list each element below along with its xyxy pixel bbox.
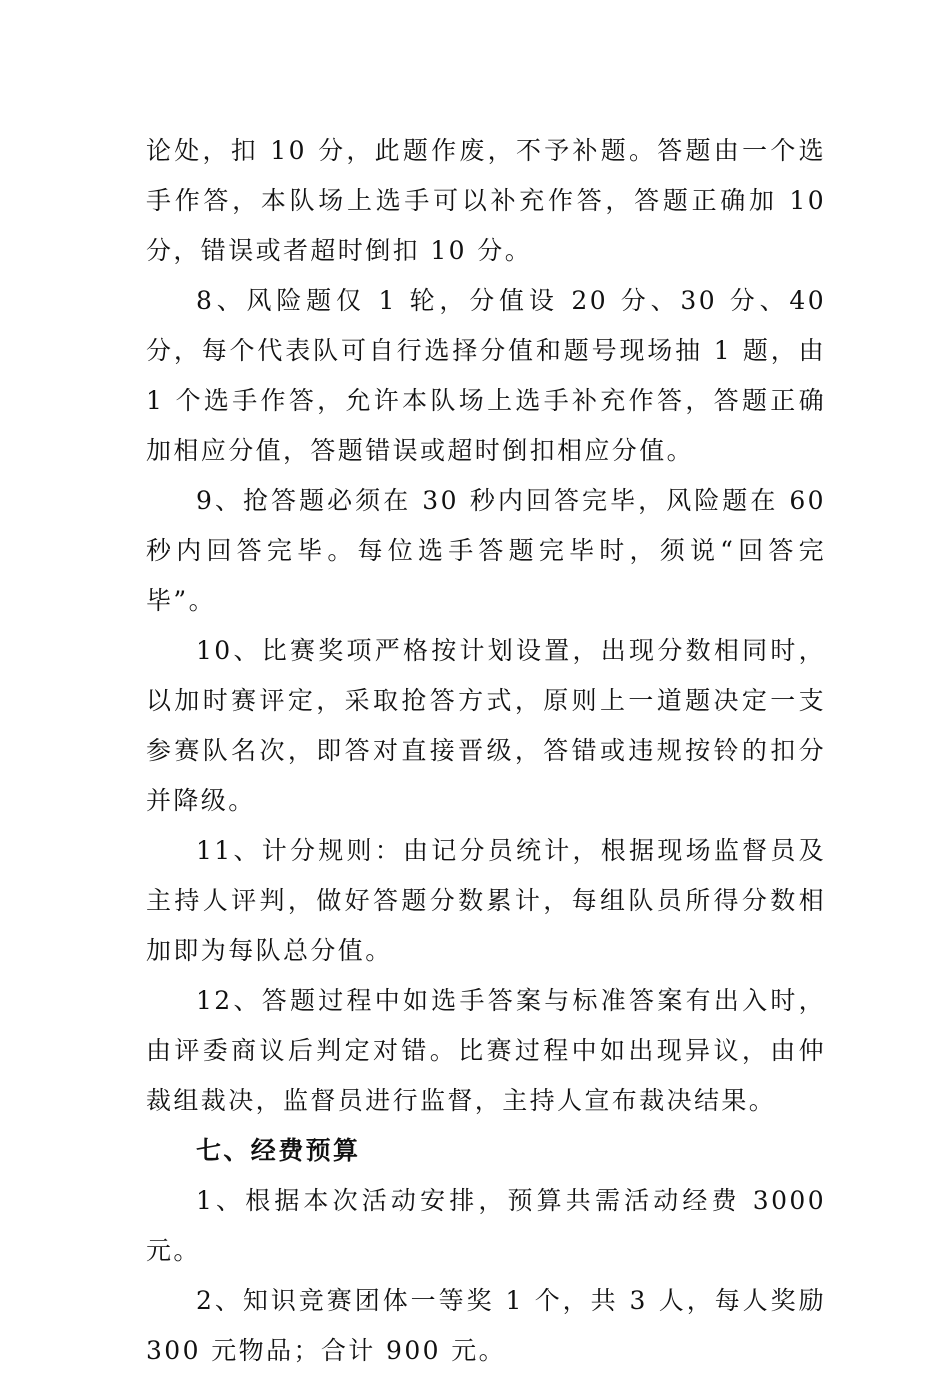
paragraph-budget-1: 1、根据本次活动安排，预算共需活动经费 3000 元。 (146, 1186, 826, 1265)
document-body (146, 126, 826, 1376)
paragraph-rule-9: 9、抢答题必须在 30 秒内回答完毕，风险题在 60 秒内回答完毕。每位选手答题完毕时，须说“回答完毕”。 (146, 486, 826, 615)
paragraph-rule-10: 10、比赛奖项严格按计划设置，出现分数相同时，以加时赛评定，采取抢答方式，原则上一道题决定一支参赛队名次，即答对直接晋级，答错或违规按铃的扣分并降级。 (146, 636, 826, 815)
paragraph-rule-11: 11、计分规则：由记分员统计，根据现场监督员及主持人评判，做好答题分数累计，每组队员所得分数相加即为每队总分值。 (146, 836, 826, 965)
paragraph-rule-8: 8、风险题仅 1 轮，分值设 20 分、30 分、40 分，每个代表队可自行选择分值和题号现场抽 1 题，由 1 个选手作答，允许本队场上选手补充作答，答题正确加相应分值，答题错误或超时倒扣相应分值。 (146, 286, 826, 465)
paragraph-budget-2: 2、知识竞赛团体一等奖 1 个，共 3 人，每人奖励 300 元物品；合计 900 元。 (146, 1286, 826, 1365)
paragraph-rule-12: 12、答题过程中如选手答案与标准答案有出入时，由评委商议后判定对错。比赛过程中如出现异议，由仲裁组裁决，监督员进行监督，主持人宣布裁决结果。 (146, 986, 826, 1115)
section-heading-budget: 七、经费预算 (196, 1136, 361, 1165)
paragraph-continuation: 论处，扣 10 分，此题作废，不予补题。答题由一个选手作答，本队场上选手可以补充作答，答题正确加 10 分，错误或者超时倒扣 10 分。 (146, 136, 826, 265)
